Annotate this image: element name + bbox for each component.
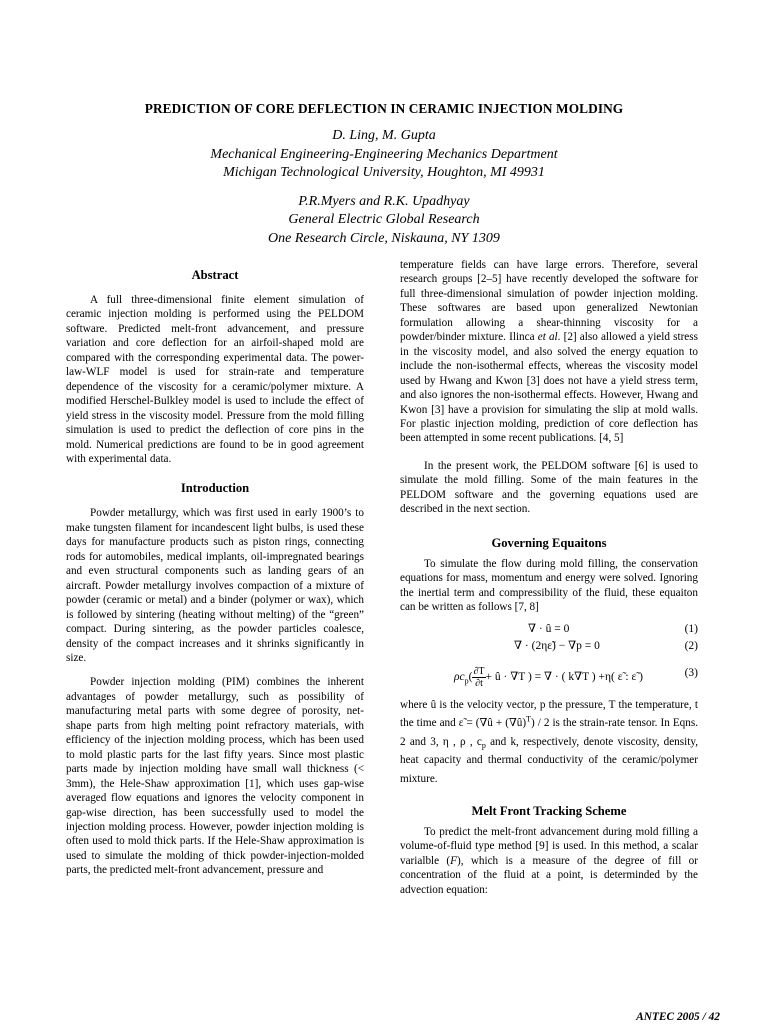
- author-block: [60, 127, 708, 248]
- affiliation-2a: General Electric Global Research: [288, 212, 480, 227]
- right-column: [400, 258, 698, 897]
- introduction-paragraph-3: temperature fields can have large errors. Therefore, several research groups [2–5] have recently developed the software for full three-dimensional simulation of powder injection molding. These softwares are based upon generalized Newtonian formulation allowing a shear-thinning viscosity for a powder/binder mixture. Ilinca et al. [2] also allowed a yield stress in the viscosity model, and also solved the energy equation to include the non-isothermal effects, whereas the viscosity model used by Hwang and Kwon [3] does not have a yield stress term, and also ignores the non-isothermal effects. However, Hwang and Kwon [3] have a provision for simulating the slip at mold walls. For plastic injection molding, prediction of core deflection has been attempted in some recent publications. [4, 5]: [400, 259, 698, 445]
- governing-paragraph-2: where û is the velocity vector, p the pressure, T the temperature, t the time and ε̃ = (∇û + (∇û)$^T$) / 2 is the strain-rate tensor. In Eqns. 2 and 3, η , ρ , $c_p$ and k, respectively, denote viscosity, density, heat capacity and thermal conductivity of the ceramic/polymer mixture.: [400, 698, 698, 785]
- equation-3: $\rho c_p$( $\frac{\partial T}{\partial t}$ + û · ∇T ) = ∇ · ( k∇T ) +η( ε̃ : ε̃ ) (3): [454, 665, 698, 689]
- melt-front-paragraph: To predict the melt-front advancement during mold filling a volume-of-fluid type method [9] is used. In this method, a scalar varialble (F), which is a measure of the degree of fill or concentration of the fluid at a point, is determinded by the advection equation:: [400, 826, 698, 896]
- abstract-text: A full three-dimensional finite element simulation of ceramic injection molding is performed using the PELDOM software. Predicted melt-front advancement, and pressure variation and core deflection for an airfoil-shaped mold are compared with the corresponding experimental data. The power-law-WLF model is used for strain-rate and temperature dependence of the viscosity for a ceramic/polymer mixture. A modified Herschel-Bulkley model is used to include the effect of yield stress in the viscosity model. Pressure from the mold filling simulation is used to predict the deflection of core pins in the mold. Numerical predictions are found to be in good agreement with experimental data.: [66, 294, 364, 465]
- left-column: [66, 258, 364, 878]
- paper-title: PREDICTION OF CORE DEFLECTION IN CERAMIC INJECTION MOLDING: [144, 101, 624, 116]
- equation-1: ∇ · û = 0 (1): [528, 622, 698, 635]
- governing-equations-heading: Governing Equaitons: [491, 535, 607, 550]
- introduction-paragraph-1: Powder metallurgy, which was first used in early 1900’s to make tungsten filament for incandescent light bulbs, is used these days for manufacture products such as piston rings, connecting rods for automobiles, medical implants, oil-impregnated bearings and even structural components such as landing gears of an aircraft. Powder metallurgy involves compaction of a mixture of powder (ceramic or metal) and a binder (polymer or wax), which is followed by sintering (heating without melting) of the “green” compact. During sintering, as the powder particles coalesce, density of the compact increases and it shrinks significantly in size.: [66, 507, 364, 664]
- affiliation-1b: Michigan Technological University, Houghton, MI 49931: [223, 165, 545, 180]
- governing-paragraph-1: To simulate the flow during mold filling, the conservation equations for mass, momentum and energy were solved. Ignoring the inertial term and compressibility of the fluid, these equaiton can be written as follows [7, 8]: [400, 557, 698, 614]
- page-footer: ANTEC 2005 / 42: [636, 1011, 720, 1023]
- melt-front-heading: Melt Front Tracking Scheme: [471, 804, 627, 819]
- introduction-paragraph-4: In the present work, the PELDOM software [6] is used to simulate the mold filling. Some of the main features in the PELDOM software and the governing equations used are described in the next section.: [400, 459, 698, 516]
- introduction-heading: Introduction: [180, 481, 250, 496]
- equation-2: ∇ · (2ηε̃) − ∇p = 0 (2): [514, 639, 698, 652]
- affiliation-2b: One Research Circle, Niskauna, NY 1309: [268, 230, 500, 246]
- author-names-1: D. Ling, M. Gupta: [332, 128, 436, 143]
- abstract-heading: Abstract: [191, 268, 239, 282]
- author-names-2: P.R.Myers and R.K. Upadhyay: [298, 193, 470, 209]
- introduction-paragraph-2: Powder injection molding (PIM) combines the inherent advantages of powder metallurgy, such as possibility of manufacturing metal parts with some degree of porosity, net-shape parts from high melting point refractory materials, with efficiency of the injection molding process, which has been used to mold plastic parts for the last fifty years. Since most plastic parts made by injection molding have small wall thickness (< 3mm), the Hele-Shaw approximation [1], which uses gap-wise averaged flow equations and ignores the velocity component in gap-wise direction, has been successfully used to model the injection molding process. However, powder injection molding is often used to mold thick parts. If the Hele-Shaw approximation is used to simulate the molding of thick powder-injection-molded parts, the predicted melt-front advancement, pressure and: [66, 676, 364, 877]
- affiliation-1a: Mechanical Engineering-Engineering Mechanics Department: [210, 146, 558, 162]
